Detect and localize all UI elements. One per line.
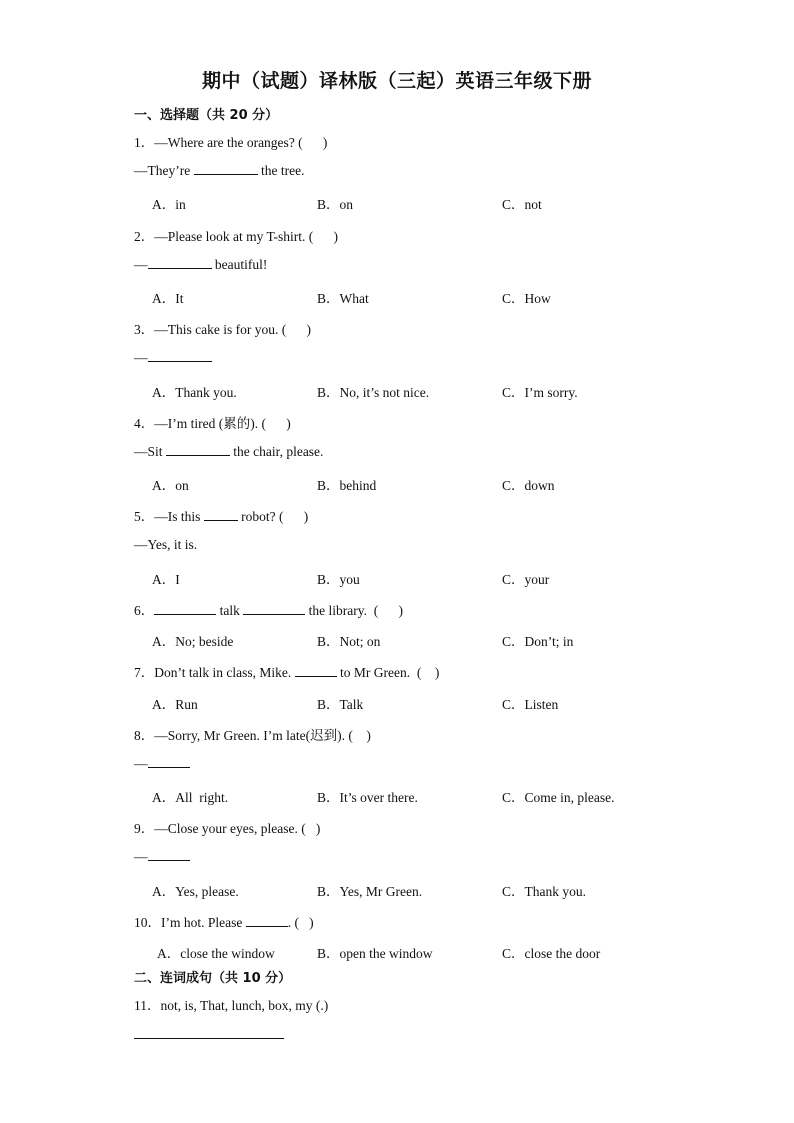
option-a[interactable]: A．on xyxy=(152,478,189,493)
question-5-reply: —Yes, it is. xyxy=(134,537,198,552)
question-9-reply: — xyxy=(134,848,190,865)
option-c[interactable]: C．Listen xyxy=(502,697,559,712)
option-a[interactable]: A．All right. xyxy=(152,790,229,805)
answer-blank[interactable] xyxy=(243,602,305,615)
answer-blank[interactable] xyxy=(148,256,212,269)
option-a[interactable]: A．Run xyxy=(152,697,198,712)
question-4-reply: —Sit the chair, please. xyxy=(134,444,324,459)
answer-blank[interactable] xyxy=(204,508,238,521)
option-c[interactable]: C．down xyxy=(502,478,555,493)
question-8: 8．—Sorry, Mr Green. I’m late(迟到). ( ) xyxy=(134,728,371,743)
option-b[interactable]: B．No, it’s not nice. xyxy=(317,385,430,400)
option-b[interactable]: B．It’s over there. xyxy=(317,790,418,805)
option-b[interactable]: B．Yes, Mr Green. xyxy=(317,884,423,899)
option-b[interactable]: B．on xyxy=(317,197,354,212)
answer-blank[interactable] xyxy=(246,914,288,927)
option-c[interactable]: C．I’m sorry. xyxy=(502,385,578,400)
option-a[interactable]: A．I xyxy=(152,572,180,587)
question-2: 2．—Please look at my T-shirt. ( ) xyxy=(134,229,338,244)
question-1: 1．—Where are the oranges? ( ) xyxy=(134,135,328,150)
option-a[interactable]: A．It xyxy=(152,291,184,306)
answer-line[interactable] xyxy=(134,1038,284,1039)
answer-blank[interactable] xyxy=(194,162,258,175)
question-8-reply: — xyxy=(134,755,190,772)
option-c[interactable]: C．How xyxy=(502,291,551,306)
option-b[interactable]: B．you xyxy=(317,572,360,587)
section-heading-choice: 一、选择题（共 20 分） xyxy=(134,108,279,123)
question-5: 5．—Is this robot? ( ) xyxy=(134,509,309,524)
question-10: 10．I’m hot. Please . ( ) xyxy=(134,915,314,930)
option-c[interactable]: C．Thank you. xyxy=(502,884,586,899)
option-c[interactable]: C．your xyxy=(502,572,550,587)
option-a[interactable]: A．Yes, please. xyxy=(152,884,239,899)
question-6: 6． talk the library. ( ) xyxy=(134,603,403,618)
option-b[interactable]: B．Not; on xyxy=(317,634,381,649)
answer-blank[interactable] xyxy=(148,349,212,362)
question-2-reply: — beautiful! xyxy=(134,257,268,272)
option-b[interactable]: B．open the window xyxy=(317,946,433,961)
option-a[interactable]: A．in xyxy=(152,197,186,212)
question-4: 4．—I’m tired (累的). ( ) xyxy=(134,416,291,431)
page-title: 期中（试题）译林版（三起）英语三年级下册 xyxy=(201,70,592,92)
option-b[interactable]: B．behind xyxy=(317,478,377,493)
option-c[interactable]: C．close the door xyxy=(502,946,601,961)
question-9: 9．—Close your eyes, please. ( ) xyxy=(134,821,321,836)
question-3: 3．—This cake is for you. ( ) xyxy=(134,322,311,337)
answer-blank[interactable] xyxy=(148,755,190,768)
option-c[interactable]: C．Come in, please. xyxy=(502,790,615,805)
answer-blank[interactable] xyxy=(295,664,337,677)
option-c[interactable]: C．not xyxy=(502,197,542,212)
option-b[interactable]: B．What xyxy=(317,291,369,306)
answer-blank[interactable] xyxy=(154,602,216,615)
question-1-reply: —They’re the tree. xyxy=(134,163,305,178)
question-3-reply: — xyxy=(134,349,212,366)
question-11: 11．not, is, That, lunch, box, my (.) xyxy=(134,998,329,1013)
option-a[interactable]: A．No; beside xyxy=(152,634,234,649)
section-heading-sentence: 二、连词成句（共 10 分） xyxy=(134,971,292,986)
answer-blank[interactable] xyxy=(166,443,230,456)
option-a[interactable]: A．close the window xyxy=(157,946,275,961)
option-b[interactable]: B．Talk xyxy=(317,697,364,712)
option-a[interactable]: A．Thank you. xyxy=(152,385,237,400)
question-7: 7．Don’t talk in class, Mike. to Mr Green. ( ) xyxy=(134,665,440,680)
answer-blank[interactable] xyxy=(148,848,190,861)
option-c[interactable]: C．Don’t; in xyxy=(502,634,574,649)
